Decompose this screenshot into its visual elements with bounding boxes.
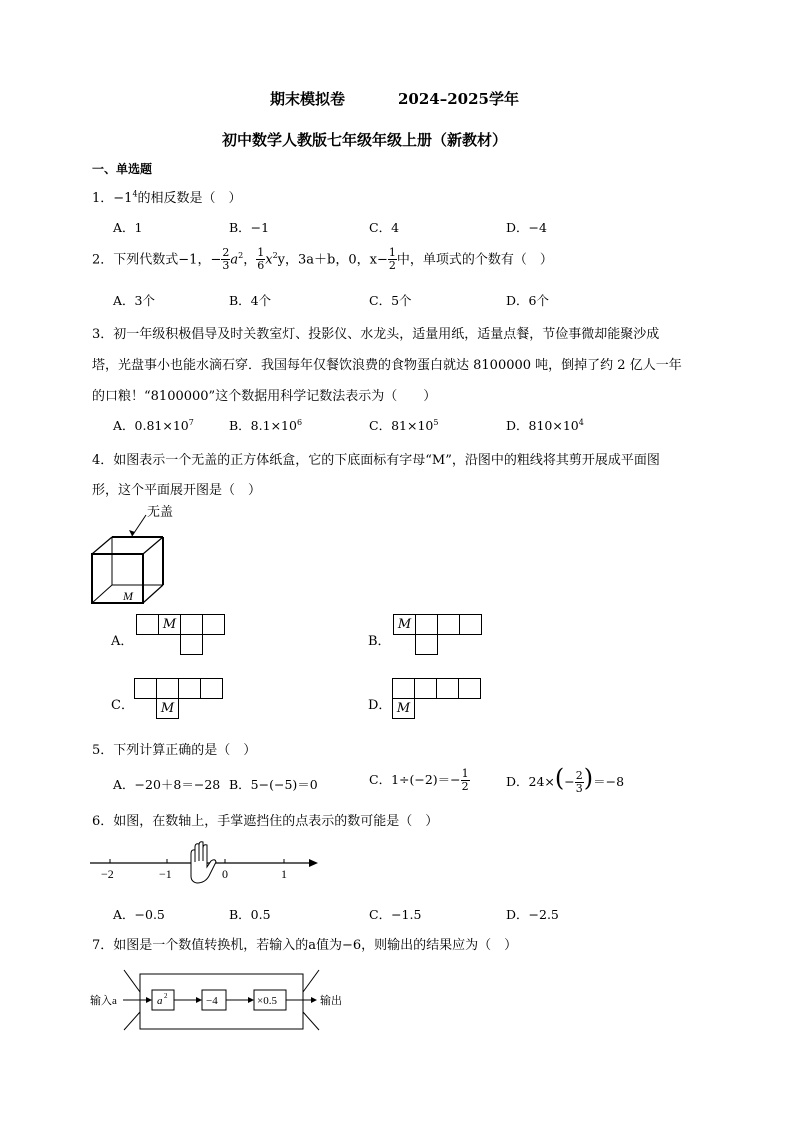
box-times: ×0.5 [257,995,277,1007]
q1-option-c: C．4 [369,220,400,235]
output-label: 输出 [320,995,342,1007]
tick-label: 0 [222,867,228,881]
q4-option-d-label: D． [368,698,392,713]
net-b: M [393,614,482,655]
q2-option-d: D．6个 [506,293,549,308]
open-box-figure [88,512,178,608]
q6-option-c: C．−1.5 [369,907,422,922]
q3-line-3: 的口粮！“8100000”这个数据用科学记数法表示为（ ） [92,389,437,404]
q2-option-a: A．3个 [113,293,155,308]
q3-option-d: D．$810\times 10^4$ [506,417,584,433]
cube-label: 无盖 [147,505,174,520]
header-title-right: 2024–2025学年 [398,90,519,108]
q4-line-2: 形，这个平面展开图是（ ） [92,483,262,498]
q6-option-b: B．0.5 [229,907,271,922]
q5-option-d: D．24×(− $\frac{2}{3}$ )＝−8 [506,764,625,795]
section-heading: 一、单选题 [92,162,153,176]
header-title-left: 期末模拟卷 [270,90,346,108]
converter-diagram [88,962,358,1042]
q4-option-c-label: C． [111,698,134,713]
hand-icon [191,842,216,883]
net-a: M [136,614,225,655]
q5-option-c: C．1÷(−2)＝− $\frac{1}{2}$ [369,767,469,793]
box-square: a [157,995,163,1007]
q5-line: 5．下列计算正确的是（ ） [92,743,257,758]
q3-option-a: A．$0.81\times 10^7$ [113,417,194,433]
tick-label: −1 [159,867,172,881]
q2-option-b: B．4个 [229,293,272,308]
cube-face-letter: M [123,589,133,603]
q6-option-a: A．−0.5 [113,907,165,922]
header-subtitle: 初中数学人教版七年级年级上册（新教材） [222,131,508,149]
q1-option-b: B．−1 [229,220,270,235]
q3-option-c: C．$81\times 10^5$ [369,417,439,433]
q3-option-b: B．$8.1\times 10^6$ [229,417,303,433]
q4-option-a-label: A． [111,634,134,649]
q1-option-a: A．1 [113,220,143,235]
tick-label: −2 [101,867,114,881]
q6-option-d: D．−2.5 [506,907,559,922]
q1-option-d: D．−4 [506,220,547,235]
q6-line: 6．如图，在数轴上，手掌遮挡住的点表示的数可能是（ ） [92,814,439,829]
question-1: 1．$-1^4$的相反数是（ ） [92,189,242,206]
net-d: M [392,678,481,719]
input-label: 输入a [90,995,117,1007]
q5-option-b: B．5−(−5)＝0 [229,777,318,792]
tick-label: 1 [281,867,287,881]
q5-option-a: A．−20＋8＝−28 [113,777,221,792]
question-2: 2．下列代数式−1，− $\frac{2}{3}$ $a^2$， $\frac{1}{6}$ $x^2y$，3a＋b，0，x− $\frac{1}{2}$ 中，单项式的个数有（ ） [92,246,553,273]
number-line [88,840,328,885]
q4-option-b-label: B． [368,634,391,649]
net-c: M [134,678,223,719]
q3-line-1: 3．初一年级积极倡导及时关教室灯、投影仪、水龙头，适量用纸，适量点餐，节俭事微却能聚沙成 [92,327,660,342]
q4-line-1: 4．如图表示一个无盖的正方体纸盒，它的下底面标有字母“M”，沿图中的粗线将其剪开展成平面图 [92,453,660,468]
q2-option-c: C．5个 [369,293,412,308]
q3-line-2: 塔，光盘事小也能水滴石穿．我国每年仅餐饮浪费的食物蛋白就达 8100000 吨，倒掉了约 2 亿人一年 [92,358,682,373]
q7-line: 7．如图是一个数值转换机，若输入的a值为−6，则输出的结果应为（ ） [92,938,518,953]
svg-text:2: 2 [164,992,168,1000]
box-minus4: −4 [206,995,218,1007]
